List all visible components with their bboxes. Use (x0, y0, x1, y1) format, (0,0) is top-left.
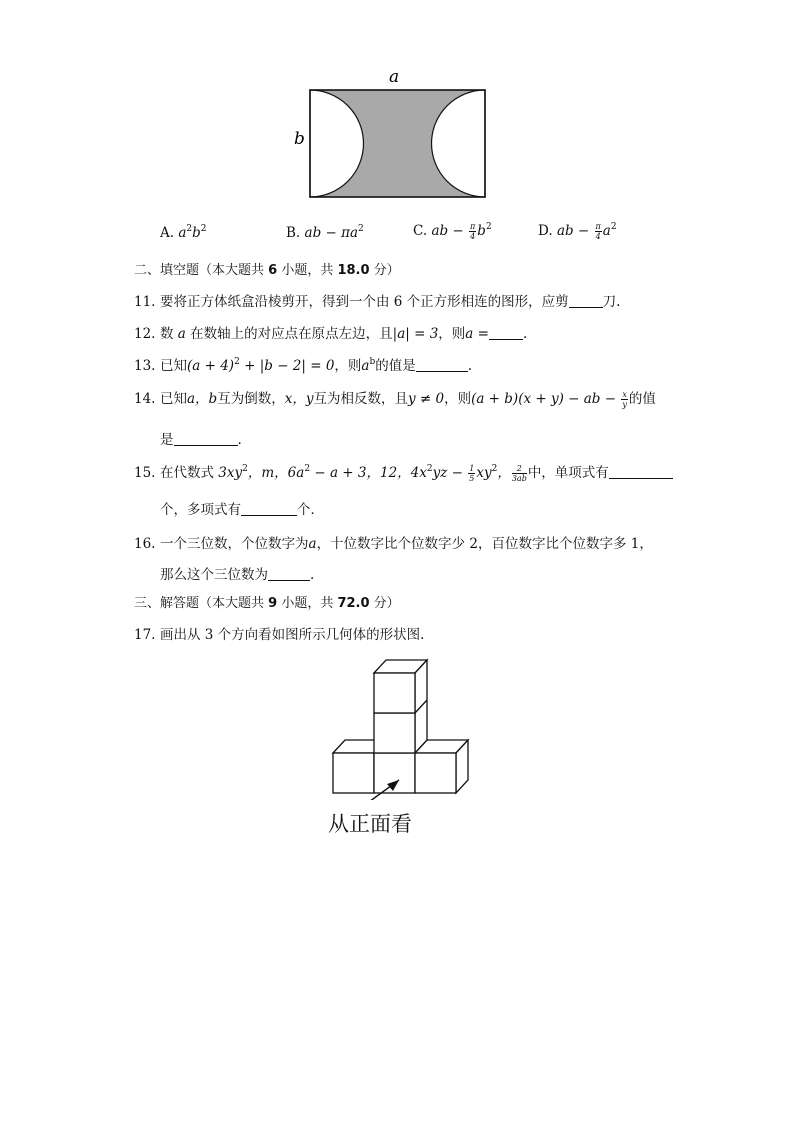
cube-front (374, 713, 415, 753)
label-a: a (389, 67, 400, 87)
cube-front (415, 753, 456, 793)
question-16-line2: 那么这个三位数为 . (160, 567, 315, 583)
label-b: b (294, 129, 305, 149)
question-11: 11. 要将正方体纸盒沿棱剪开，得到一个由 6 个正方形相连的图形，应剪 刀. (134, 294, 621, 310)
question-13: 13. 已知$(a + 4)^2 + |b - 2| = 0$，则$a^b$的值是 . (134, 357, 473, 374)
figure-cube-stack (325, 650, 475, 800)
figure-2-caption: 从正面看 (328, 812, 412, 836)
option-b: B. ab − $\pi a^2$ (286, 224, 364, 241)
section-2-title: 二、填空题（本大题共 6 小题，共 18.0 分） (134, 263, 400, 278)
question-12: 12. 数 a 在数轴上的对应点在原点左边，且|a| = 3，则a = . (134, 326, 528, 342)
question-15-line2: 个，多项式有 个． (160, 502, 324, 518)
option-a: A. $a^2b^2$ (160, 224, 207, 241)
cube-front (374, 673, 415, 713)
section-3-title: 三、解答题（本大题共 9 小题，共 72.0 分） (134, 596, 400, 611)
question-14: 14. 已知a，b互为倒数，x，y互为相反数，且y ≠ 0，则(a + b)(x + y) − ab − $\frac{x}{y}$ 的值 (134, 390, 656, 409)
question-16: 16. 一个三位数，个位数字为a，十位数字比个位数字少 2，百位数字比个位数字多 1， (134, 536, 653, 552)
option-c: C. ab − $\frac{\pi}{4}$ $b^2$ (413, 222, 492, 241)
question-15: 15. 在代数式 $3xy^2$，m，$6a^2 - a + 3$，12，$4x^2yz$ − $\frac{1}{5}$ $xy^2$， $\frac{2}{3ab}$ 中，单项式有 (134, 461, 673, 483)
figure-rectangle-shaded (285, 62, 500, 207)
cube-front (333, 753, 374, 793)
option-d: D. ab − $\frac{\pi}{4}$ $a^2$ (538, 222, 617, 241)
question-17: 17. 画出从 3 个方向看如图所示几何体的形状图. (134, 627, 425, 643)
question-14-line2: 是 . (160, 432, 242, 448)
